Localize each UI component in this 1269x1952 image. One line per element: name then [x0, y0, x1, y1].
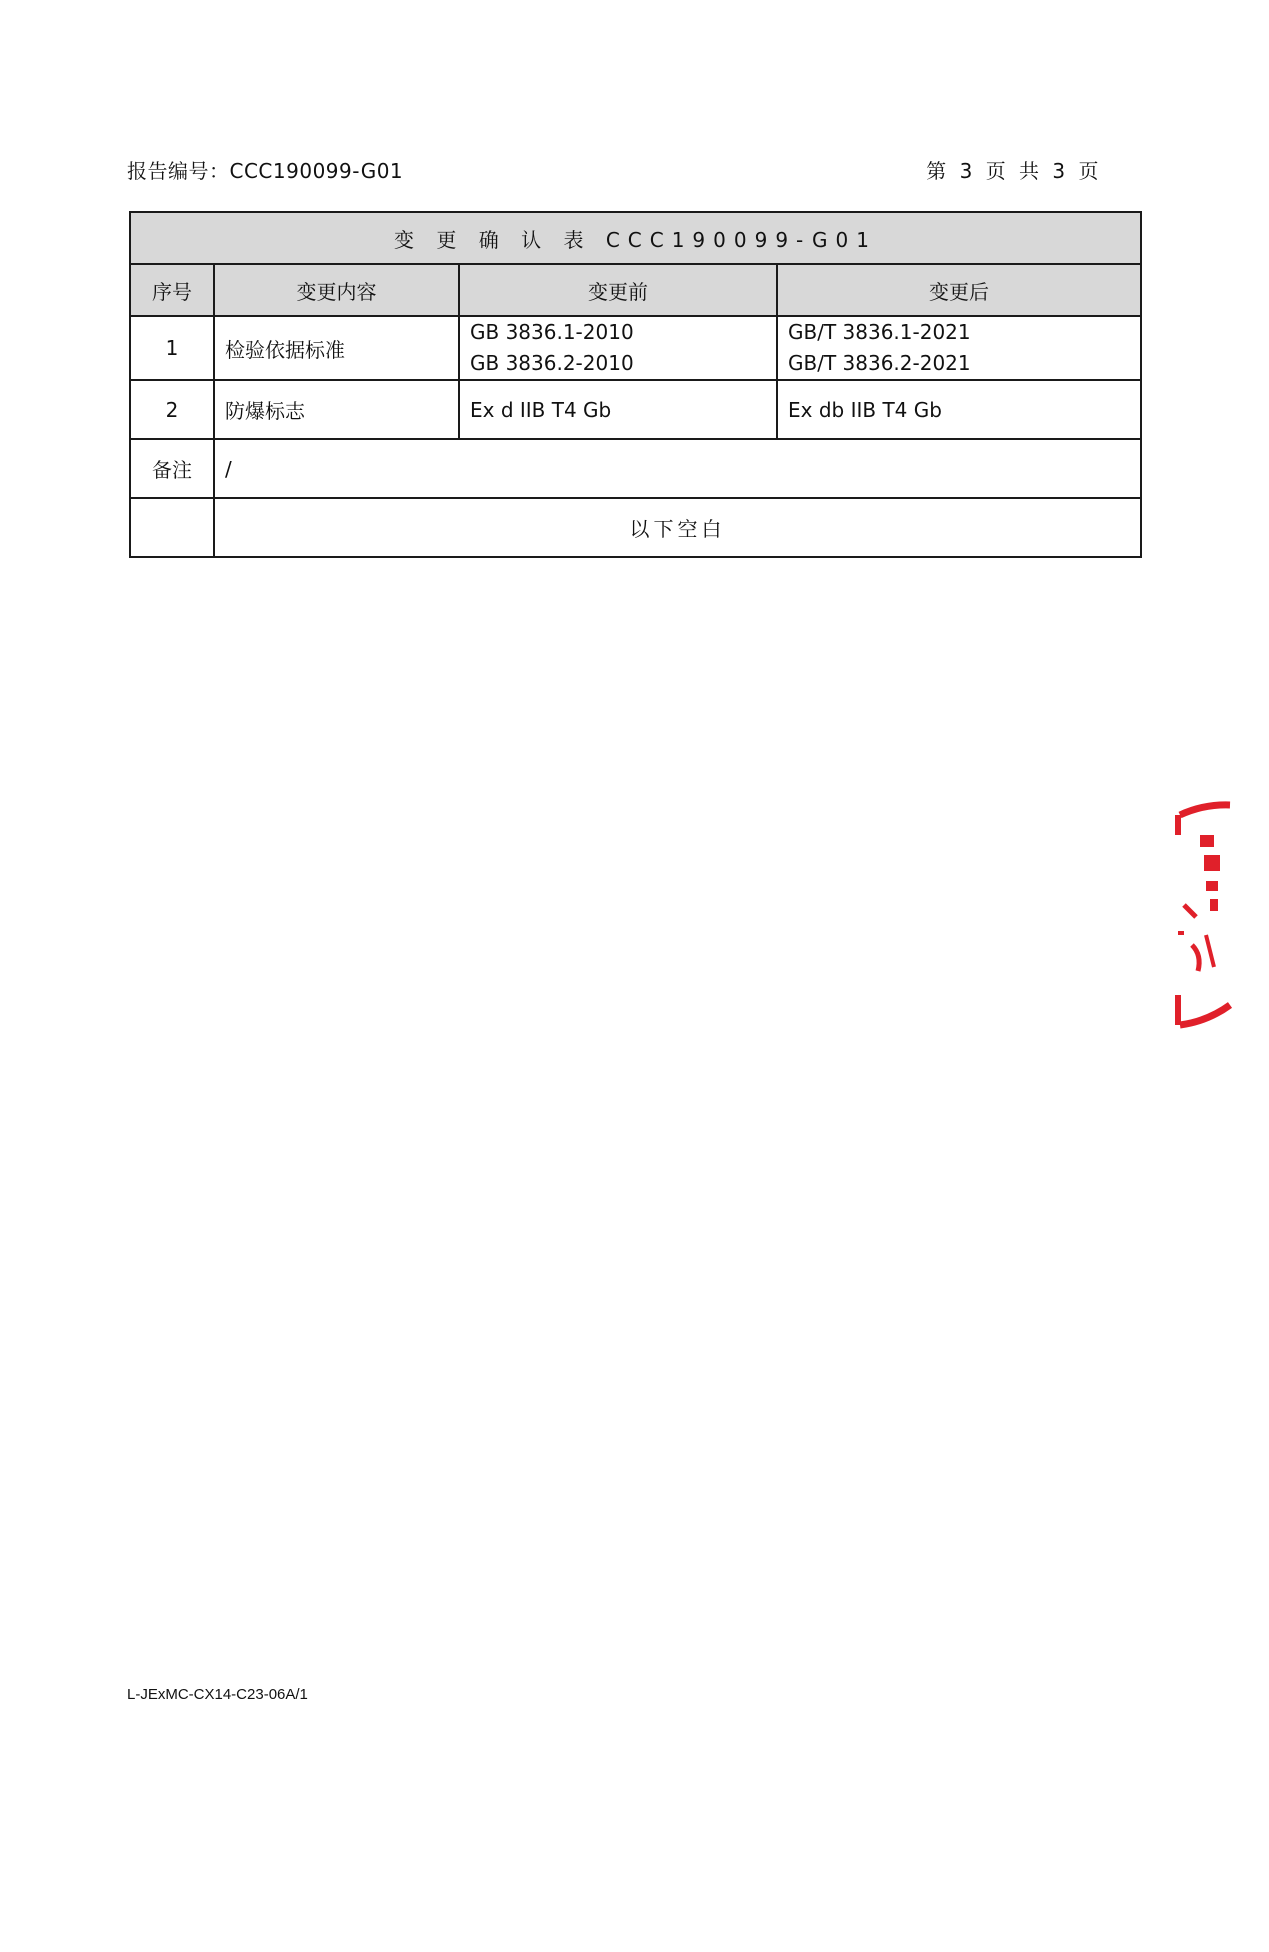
change-confirmation-table — [129, 211, 1142, 558]
remark-label: 备注 — [130, 439, 214, 498]
change-content: 检验依据标准 — [214, 316, 459, 380]
remark-value: / — [214, 439, 1141, 498]
empty-cell — [130, 498, 214, 557]
before-line: GB 3836.2-2010 — [470, 351, 634, 375]
before-line: GB 3836.1-2010 — [470, 320, 634, 344]
table-title: 变 更 确 认 表 CCC190099-G01 — [130, 212, 1141, 264]
before-value — [459, 316, 777, 380]
column-header-content: 变更内容 — [214, 264, 459, 316]
column-header-after: 变更后 — [777, 264, 1141, 316]
table-row — [130, 380, 1141, 439]
row-number: 1 — [130, 316, 214, 380]
end-text: 以下空白 — [214, 498, 1141, 557]
page-info: 第 3 页 共 3 页 — [926, 159, 1099, 183]
red-seal-stamp — [1170, 795, 1269, 1035]
after-value: Ex db IIB T4 Gb — [777, 380, 1141, 439]
row-number: 2 — [130, 380, 214, 439]
after-line: GB/T 3836.2-2021 — [788, 351, 971, 375]
end-row — [130, 498, 1141, 557]
document-code: L-JExMC-CX14-C23-06A/1 — [127, 1686, 308, 1703]
report-number: 报告编号：CCC190099-G01 — [127, 159, 404, 183]
change-content: 防爆标志 — [214, 380, 459, 439]
before-value: Ex d IIB T4 Gb — [459, 380, 777, 439]
remark-row — [130, 439, 1141, 498]
after-line: GB/T 3836.1-2021 — [788, 320, 971, 344]
table-row — [130, 316, 1141, 380]
after-value — [777, 316, 1141, 380]
column-header-no: 序号 — [130, 264, 214, 316]
column-header-before: 变更前 — [459, 264, 777, 316]
